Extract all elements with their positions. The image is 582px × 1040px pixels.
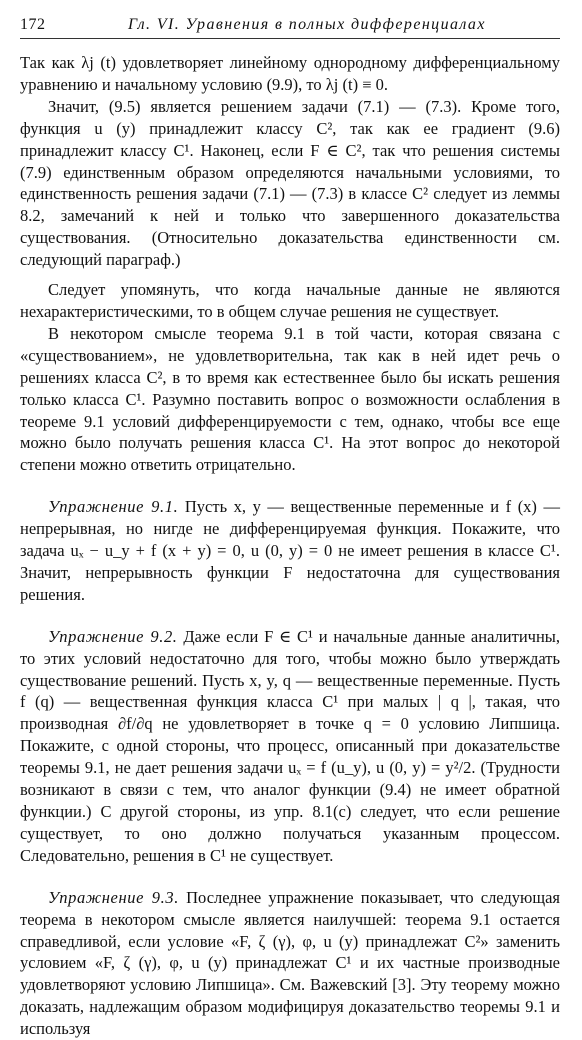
paragraph: Значит, (9.5) является решением задачи (7.1) — (7.3). Кроме того, функция u (y) принадлежит классу C², так как ее градиент (9.6) принадлежит классу C¹. Наконец, если F ∈ C², так что решения системы (7.9) единственным образом определяются начальными условиями, то единственность решения задачи (7.1) — (7.3) в классе C² следует из леммы 8.2, замечаний к ней и только что завершенного доказательства существования. (Относительно доказательства единственности см. следующий параграф.) <box>20 96 560 270</box>
header-rule <box>20 38 560 39</box>
paragraph: Так как λj (t) удовлетворяет линейному однородному дифференциальному уравнению и начальному условию (9.9), то λj (t) ≡ 0. <box>20 53 560 94</box>
exercise-title: Упражнение 9.1. <box>48 497 179 517</box>
exercise-title: Упражнение 9.2. <box>48 626 178 646</box>
exercise <box>20 496 560 606</box>
paragraph: Следует упомянуть, что когда начальные данные не являются нехарактеристическими, то в общем случае решения не существует. <box>20 280 560 321</box>
exercise-text: Даже если F ∈ C¹ и начальные данные аналитичны, то этих условий недостаточно для того, чтобы можно было утверждать существование решений. Пусть x, y, q — вещественные переменные. Пусть f (q) — вещественная функция класса C¹ при малых | q |, такая, что производная ∂f/∂q не удовлетворяет в точке q = 0 условию Липшица. Покажите, с одной стороны, что процесс, описанный при доказательстве теоремы 9.1, не дает решения задачи uₓ = f (u_y), u (0, y) = y²/2. (Трудности возникают в связи с тем, что аналог функции (9.4) не имеет обратной функции.) С другой стороны, из упр. 8.1(c) следует, что если решение существует, то оно должно получаться указанным процессом. Следовательно, решения в C¹ не существует. <box>20 626 560 865</box>
exercise-text: Пусть x, y — вещественные переменные и f (x) — непрерывная, но нигде не дифференцируемая функция. Покажите, что задача uₓ − u_y + f (x + y) = 0, u (0, y) = 0 не имеет решения в классе C¹. Значит, непрерывность функции F недостаточна для существования решения. <box>20 497 560 604</box>
paragraph: В некотором смысле теорема 9.1 в той части, которая связана с «существованием», не удовлетворительна, так как в ней идет речь о решениях класса C², в то время как естественнее было бы искать решения только класса C¹. Разумно поставить вопрос о возможности ослабления в теореме 9.1 условий дифференцируемости с тем, однако, чтобы все еще можно было получать решения класса C¹. На этот вопрос до некоторой степени можно ответить отрицательно. <box>20 323 560 475</box>
running-title: Гл. VI. Уравнения в полных дифференциалах <box>128 16 486 33</box>
exercise-text: Последнее упражнение показывает, что следующая теорема в некотором смысле является наилучшей: теорема 9.1 остается справедливой, если условие «F, ζ (γ), φ, u (y) принадлежат C²» заменить условием «F, ζ (γ), φ, u (y) принадлежат C¹ и их частные производные удовлетворяют условию Липшица». См. Важевский [3]. Эту теорему можно доказать, надлежащим образом модифицируя доказательство теоремы 9.1 и используя <box>20 887 560 1039</box>
page-number: 172 <box>20 16 46 33</box>
exercise <box>20 626 560 867</box>
exercise <box>20 887 560 1040</box>
exercise-title: Упражнение 9.3. <box>48 887 179 907</box>
body-text <box>20 52 560 1040</box>
page-header <box>20 14 560 36</box>
